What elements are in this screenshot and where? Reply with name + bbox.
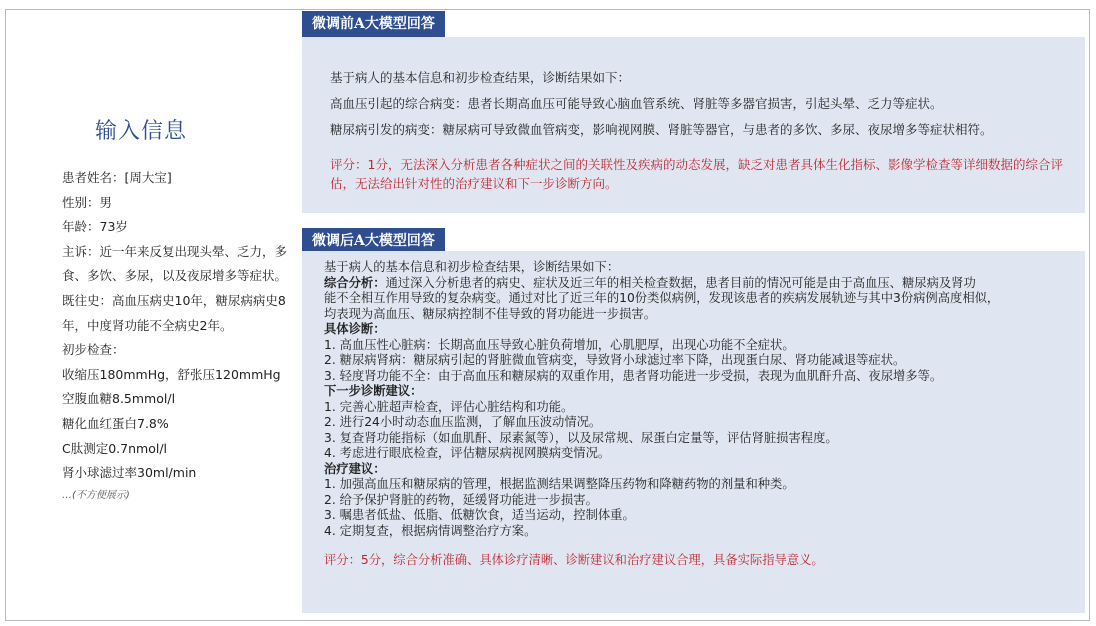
patient-name: 患者姓名：[周大宝] xyxy=(62,170,172,185)
hba1c: 糖化血红蛋白7.8% xyxy=(62,415,169,431)
patient-info xyxy=(62,166,298,506)
after-answer-panel xyxy=(302,251,1085,613)
diagnosis-item: 3. 轻度肾功能不全：由于高血压和糖尿病的双重作用，患者肾功能进一步受损，表现为血肌酐升高、夜尿增多等。 xyxy=(324,368,943,383)
next-step-item: 2. 进行24小时动态血压监测，了解血压波动情况。 xyxy=(324,415,602,429)
patient-gender: 性别：男 xyxy=(62,194,113,210)
before-line: 基于病人的基本信息和初步检查结果，诊断结果如下： xyxy=(330,70,631,85)
gfr: 肾小球滤过率30ml/min xyxy=(62,465,197,481)
diagnosis-label: 具体诊断： xyxy=(324,322,386,336)
before-score: 评分：1分，无法深入分析患者各种症状之间的关联性及疾病的动态发展，缺乏对患者具体生化指标、影像学检查等详细数据的综合评估，无法给出针对性的治疗建议和下一步诊断方向。 xyxy=(330,157,1063,191)
analysis-text: 均表现为高血压、糖尿病控制不佳导致的肾功能进一步损害。 xyxy=(324,306,657,321)
after-score: 评分：5分，综合分析准确、具体诊疗清晰、诊断建议和治疗建议合理，具备实际指导意义。 xyxy=(324,553,824,567)
fasting-glucose: 空腹血糖8.5mmol/l xyxy=(62,391,176,407)
analysis-label: 综合分析： xyxy=(324,275,386,290)
before-tab: 微调前A大模型回答 xyxy=(302,11,445,37)
analysis-line xyxy=(324,276,1069,292)
before-line: 高血压引起的综合病变：患者长期高血压可能导致心脑血管系统、肾脏等多器官损害，引起头晕、乏力等症状。 xyxy=(330,96,943,111)
next-step-item: 4. 考虑进行眼底检查，评估糖尿病视网膜病变情况。 xyxy=(324,446,611,460)
diagnosis-item: 2. 糖尿病肾病：糖尿病引起的肾脏微血管病变，导致肾小球滤过率下降，出现蛋白尿、肾功能减退等症状。 xyxy=(324,353,906,367)
diagnosis-item: 1. 高血压性心脏病：长期高血压导致心脏负荷增加，心肌肥厚，出现心功能不全症状。 xyxy=(324,337,795,352)
input-info-title: 输入信息 xyxy=(95,119,188,144)
next-step-label: 下一步诊断建议： xyxy=(324,384,423,398)
before-answer-panel xyxy=(302,37,1085,213)
analysis-text: 能不全相互作用导致的复杂病变。通过对比了近三年的10份类似病例，发现该患者的疾病发展轨迹与其中3份病例高度相似， xyxy=(324,291,1000,305)
omitted-note: …(不方便展示) xyxy=(62,489,130,501)
initial-exam-label: 初步检查： xyxy=(62,342,125,358)
after-intro: 基于病人的基本信息和初步检查结果，诊断结果如下： xyxy=(324,260,620,274)
after-tab: 微调后A大模型回答 xyxy=(302,228,445,254)
treatment-label: 治疗建议： xyxy=(324,461,386,476)
analysis-text: 通过深入分析患者的病史、症状及近三年的相关检查数据，患者目前的情况可能是由于高血压、糖尿病及肾功 xyxy=(385,275,976,290)
before-line: 糖尿病引发的病变：糖尿病可导致微血管病变，影响视网膜、肾脏等器官，与患者的多饮、多尿、夜尿增多等症状相符。 xyxy=(330,122,993,137)
chief-complaint: 主诉：近一年来反复出现头晕、乏力，多食、多饮、多尿，以及夜尿增多等症状。 xyxy=(62,243,288,284)
treatment-item: 4. 定期复查，根据病情调整治疗方案。 xyxy=(324,523,537,538)
medical-history: 既往史：高血压病史10年，糖尿病病史8年，中度肾功能不全病史2年。 xyxy=(62,292,286,333)
blood-pressure: 收缩压180mmHg，舒张压120mmHg xyxy=(62,366,281,382)
c-peptide: C肽测定0.7nmol/l xyxy=(62,440,168,456)
next-step-item: 1. 完善心脏超声检查，评估心脏结构和功能。 xyxy=(324,399,574,414)
treatment-item: 2. 给予保护肾脏的药物，延缓肾功能进一步损害。 xyxy=(324,492,598,507)
next-step-item: 3. 复查肾功能指标（如血肌酐、尿素氮等），以及尿常规、尿蛋白定量等，评估肾脏损害程度。 xyxy=(324,430,838,445)
treatment-item: 3. 嘱患者低盐、低脂、低糖饮食，适当运动，控制体重。 xyxy=(324,508,635,522)
treatment-item: 1. 加强高血压和糖尿病的管理，根据监测结果调整降压药物和降糖药物的剂量和种类。 xyxy=(324,477,795,491)
patient-age: 年龄：73岁 xyxy=(62,219,128,235)
